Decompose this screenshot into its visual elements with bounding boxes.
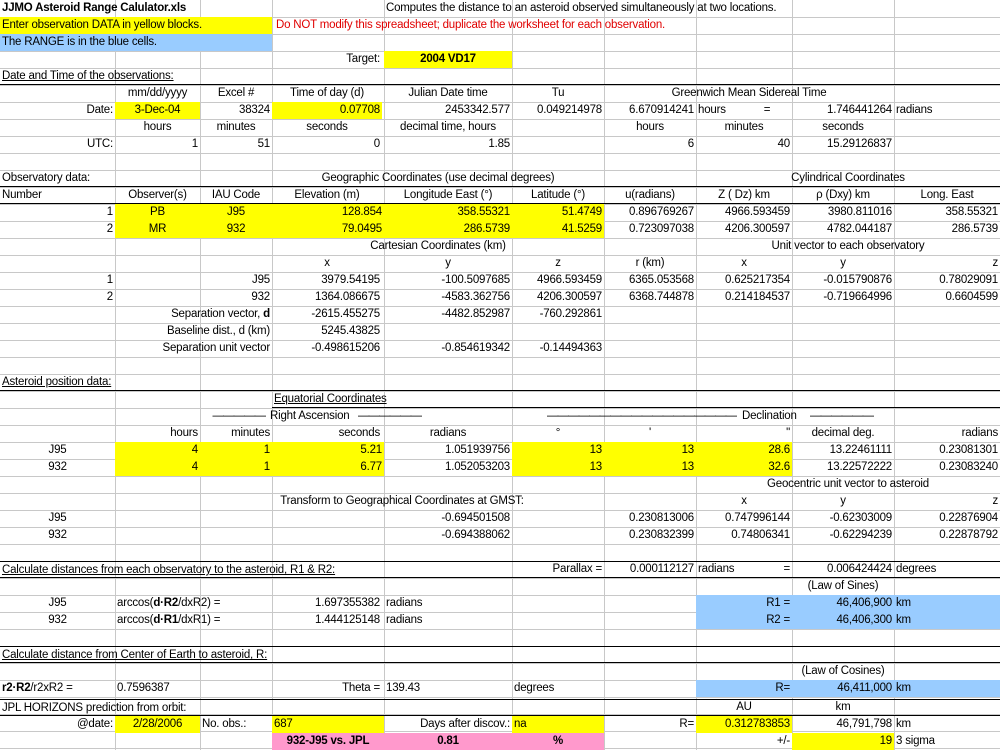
center-expr-post: /r2xR2 = bbox=[30, 682, 73, 694]
unit-y: -0.015790876 bbox=[823, 274, 892, 286]
r1-label: R1 = bbox=[766, 597, 790, 609]
obs-lat-header: Latitude (°) bbox=[531, 189, 585, 201]
unit-z: 0.78029091 bbox=[939, 274, 998, 286]
ra-title: Right Ascension bbox=[270, 410, 350, 422]
grid-row-line bbox=[0, 544, 1000, 545]
cart-z-header: z bbox=[555, 257, 561, 269]
range-note: The RANGE is in the blue cells. bbox=[0, 34, 272, 51]
geo-x-header: x bbox=[741, 495, 747, 507]
ast-code: J95 bbox=[48, 444, 67, 456]
grid-row-line bbox=[0, 357, 1000, 358]
unit-x: 0.214184537 bbox=[725, 291, 790, 303]
dist-code: J95 bbox=[48, 597, 67, 609]
cart-y-header: y bbox=[445, 257, 451, 269]
observatory-section-title: Observatory data: bbox=[0, 170, 1000, 187]
distances-section-title: Calculate distances from each observatory to the asteroid, R1 & R2: bbox=[0, 561, 1000, 578]
enter-instruction: Enter observation DATA in yellow blocks. bbox=[0, 17, 272, 34]
utc-label: UTC: bbox=[86, 138, 113, 150]
cart-r: 6368.744878 bbox=[629, 291, 694, 303]
dec-deg-input[interactable]: 13 bbox=[512, 459, 604, 476]
law-of-sines: (Law of Sines) bbox=[807, 580, 879, 592]
jpl-r-label: R= bbox=[679, 718, 694, 730]
sep-unit-z: -0.14494363 bbox=[539, 342, 602, 354]
dist-expr-pre: arccos( bbox=[117, 614, 154, 626]
dec-arcmin-input[interactable]: 13 bbox=[604, 459, 696, 476]
obs-lat-input[interactable]: 51.4749 bbox=[512, 204, 604, 221]
theta-unit: degrees bbox=[514, 682, 555, 694]
dist-expr-vector: d·R1 bbox=[153, 614, 179, 626]
date-label: Date: bbox=[86, 104, 113, 116]
parallax-unit: radians bbox=[698, 563, 735, 575]
dec-title: Declination bbox=[742, 410, 797, 422]
grid-row-line bbox=[0, 697, 1000, 698]
hours-header: hours bbox=[143, 121, 172, 133]
ast-seconds-header: seconds bbox=[338, 427, 380, 439]
km-header: km bbox=[835, 701, 851, 713]
sep-x: -2615.455275 bbox=[311, 308, 380, 320]
r-unit: km bbox=[896, 682, 911, 694]
geo-y: -0.62294239 bbox=[829, 529, 892, 541]
obs-number: 2 bbox=[106, 223, 113, 235]
gmst-minutes-header: minutes bbox=[724, 121, 764, 133]
transform-a: 0.230832399 bbox=[629, 529, 694, 541]
geo-y: -0.62303009 bbox=[829, 512, 892, 524]
ra-hours-input[interactable]: 4 bbox=[115, 442, 200, 459]
obs-lon-input[interactable]: 286.5739 bbox=[384, 221, 512, 238]
gmst-m: 40 bbox=[777, 138, 790, 150]
minutes-header: minutes bbox=[216, 121, 256, 133]
ast-minutes-header: minutes bbox=[231, 427, 270, 439]
time-of-day-input[interactable]: 0.07708 bbox=[272, 102, 382, 119]
separation-vector-label-text: Separation vector, bbox=[171, 308, 264, 320]
parallax-eq: = bbox=[783, 563, 790, 575]
transform-a: 0.230813006 bbox=[629, 512, 694, 524]
file-title: JJMO Asteroid Range Calulator.xls bbox=[2, 2, 187, 14]
obs-rho-header: ρ (Dxy) km bbox=[816, 189, 870, 201]
ra-minutes-input[interactable]: 1 bbox=[200, 459, 272, 476]
transform-title: Transform to Geographical Coordinates at GMST: bbox=[280, 495, 524, 507]
cart-x: 3979.54195 bbox=[321, 274, 380, 286]
gmst-s: 15.29126837 bbox=[827, 138, 892, 150]
separation-vector-label bbox=[115, 306, 272, 323]
dec-arcmin-input[interactable]: 13 bbox=[604, 442, 696, 459]
target-label: Target: bbox=[346, 53, 380, 65]
gmst-seconds-header: seconds bbox=[822, 121, 864, 133]
jpl-section-title: JPL HORIZONS prediction from orbit: bbox=[0, 699, 1000, 716]
transform-code: 932 bbox=[48, 529, 67, 541]
r2-unit: km bbox=[896, 614, 911, 626]
obs-u-header: u(radians) bbox=[625, 189, 675, 201]
obs-observer-input[interactable]: MR bbox=[115, 221, 200, 238]
sep-y: -4482.852987 bbox=[441, 308, 510, 320]
gmst-h: 6 bbox=[687, 138, 694, 150]
grid-row-line bbox=[0, 153, 1000, 154]
dist-expr-pre: arccos( bbox=[117, 597, 154, 609]
ast-deg-header: ° bbox=[555, 427, 561, 439]
r2-value: 46,406,300 bbox=[836, 614, 892, 626]
date-input[interactable]: 3-Dec-04 bbox=[115, 102, 200, 119]
col-tod-header: Time of day (d) bbox=[290, 87, 364, 99]
cart-number: 1 bbox=[106, 274, 113, 286]
jpl-nobs-label: No. obs.: bbox=[202, 718, 247, 730]
unit-z: 0.6604599 bbox=[945, 291, 998, 303]
dist-code: 932 bbox=[48, 614, 67, 626]
ra-radians: 1.052053203 bbox=[445, 461, 510, 473]
law-of-cosines: (Law of Cosines) bbox=[801, 665, 885, 677]
dec-dash-right: —————— bbox=[810, 410, 873, 422]
cyl-coords-title: Cylindrical Coordinates bbox=[791, 172, 905, 184]
r2-label: R2 = bbox=[766, 614, 790, 626]
au-header: AU bbox=[736, 701, 752, 713]
utc-minutes: 51 bbox=[257, 138, 270, 150]
dec-radians: 0.23083240 bbox=[939, 461, 998, 473]
dec-arcsec-input[interactable]: 32.6 bbox=[696, 459, 792, 476]
jpl-nobs-input[interactable]: 687 bbox=[272, 716, 384, 733]
cart-iau: J95 bbox=[252, 274, 270, 286]
ast-code: 932 bbox=[48, 461, 67, 473]
ra-dash-right: —————— bbox=[358, 410, 421, 422]
unit-x: 0.625217354 bbox=[725, 274, 790, 286]
dist-expr-post: /dxR1) = bbox=[178, 614, 221, 626]
cart-coords-title: Cartesian Coordinates (km) bbox=[370, 240, 506, 252]
parallax-deg-unit: degrees bbox=[896, 563, 937, 575]
ra-radians: 1.051939756 bbox=[445, 444, 510, 456]
col-tu-header: Tu bbox=[551, 87, 565, 99]
ast-decdeg-header: decimal deg. bbox=[811, 427, 875, 439]
center-expr-vector: r2·R2 bbox=[2, 682, 31, 694]
theta-value: 139.43 bbox=[386, 682, 420, 694]
separation-vector-symbol: d bbox=[263, 308, 270, 320]
obs-iau-header: IAU Code bbox=[211, 189, 261, 201]
baseline-label: Baseline dist., d (km) bbox=[167, 325, 270, 337]
dist-angle: 1.444125148 bbox=[315, 614, 380, 626]
gmst-radians: 1.746441264 bbox=[827, 104, 892, 116]
geo-z: 0.22876904 bbox=[939, 512, 998, 524]
obs-elev-input[interactable]: 128.854 bbox=[272, 204, 384, 221]
obs-longe: 358.55321 bbox=[945, 206, 998, 218]
transform-value: -0.694388062 bbox=[441, 529, 510, 541]
geo-z: 0.22878792 bbox=[939, 529, 998, 541]
comparison-unit: % bbox=[512, 733, 604, 750]
gmst-hours: 6.670914241 bbox=[629, 104, 694, 116]
decimal-time-header: decimal time, hours bbox=[400, 121, 496, 133]
jpl-date-input[interactable]: 2/28/2006 bbox=[115, 716, 200, 733]
jpl-date-label: @date: bbox=[76, 718, 113, 730]
gmst-eq: = bbox=[763, 104, 771, 116]
geo-y-header: y bbox=[840, 495, 846, 507]
ast-arcmin-header: ' bbox=[649, 427, 651, 439]
dec-arcsec-input[interactable]: 28.6 bbox=[696, 442, 792, 459]
col-excel-header: Excel # bbox=[217, 87, 255, 99]
sep-unit-y: -0.854619342 bbox=[441, 342, 510, 354]
obs-rho: 4782.044187 bbox=[827, 223, 892, 235]
geo-z-header: z bbox=[992, 495, 998, 507]
grid-row-line bbox=[0, 629, 1000, 630]
dec-decdeg: 13.22461111 bbox=[829, 444, 892, 456]
ra-dash-left: ————— bbox=[212, 410, 265, 422]
description: Computes the distance to an asteroid observed simultaneously at two locations. bbox=[386, 2, 777, 14]
cart-z: 4966.593459 bbox=[537, 274, 602, 286]
cart-r-header: r (km) bbox=[635, 257, 665, 269]
dist-expr-vector: d·R2 bbox=[153, 597, 179, 609]
obs-z-header: Z ( Dz) km bbox=[718, 189, 770, 201]
obs-longe-header: Long. East bbox=[920, 189, 974, 201]
ra-seconds-input[interactable]: 5.21 bbox=[272, 442, 384, 459]
cart-number: 2 bbox=[106, 291, 113, 303]
obs-z: 4206.300597 bbox=[725, 223, 790, 235]
warning-text: Do NOT modify this spreadsheet; duplicate the worksheet for each observation. bbox=[276, 19, 666, 31]
theta-label: Theta = bbox=[342, 682, 380, 694]
jpl-days-label: Days after discov.: bbox=[420, 718, 510, 730]
center-expr bbox=[0, 680, 115, 697]
obs-iau-input[interactable]: J95 bbox=[200, 204, 272, 221]
utc-hours: 1 bbox=[191, 138, 198, 150]
dist-expr bbox=[115, 612, 272, 629]
pm-unit: 3 sigma bbox=[896, 735, 935, 747]
unit-z-header: z bbox=[992, 257, 998, 269]
dec-deg-input[interactable]: 13 bbox=[512, 442, 604, 459]
center-expr-value: 0.7596387 bbox=[117, 682, 170, 694]
unit-y: -0.719664996 bbox=[823, 291, 892, 303]
cart-y: -4583.362756 bbox=[441, 291, 510, 303]
transform-value: -0.694501508 bbox=[441, 512, 510, 524]
geo-x: 0.74806341 bbox=[731, 529, 790, 541]
utc-decimal: 1.85 bbox=[488, 138, 510, 150]
obs-number-header: Number bbox=[0, 187, 1000, 204]
obs-u: 0.723097038 bbox=[629, 223, 694, 235]
ast-hours-header: hours bbox=[170, 427, 198, 439]
r1-unit: km bbox=[896, 597, 911, 609]
r-label: R= bbox=[775, 682, 790, 694]
obs-observer-input[interactable]: PB bbox=[115, 204, 200, 221]
obs-observer-header: Observer(s) bbox=[128, 189, 187, 201]
cart-z: 4206.300597 bbox=[537, 291, 602, 303]
jpl-r-au-input[interactable]: 0.312783853 bbox=[696, 716, 792, 733]
datetime-section-title: Date and Time of the observations: bbox=[0, 68, 1000, 85]
ra-seconds-input[interactable]: 6.77 bbox=[272, 459, 384, 476]
obs-elev-header: Elevation (m) bbox=[294, 189, 360, 201]
asteroid-section-title: Asteroid position data: bbox=[0, 374, 1000, 391]
cart-x-header: x bbox=[324, 257, 330, 269]
gmst-hours-label: hours bbox=[698, 104, 726, 116]
r-value: 46,411,000 bbox=[837, 682, 892, 694]
gmst-hours-header: hours bbox=[636, 121, 664, 133]
obs-elev-input[interactable]: 79.0495 bbox=[272, 221, 384, 238]
center-section-title: Calculate distance from Center of Earth to asteroid, R: bbox=[0, 646, 1000, 663]
jpl-r-km: 46,791,798 bbox=[836, 718, 892, 730]
obs-longe: 286.5739 bbox=[951, 223, 998, 235]
julian-date: 2453342.577 bbox=[445, 104, 510, 116]
obs-u: 0.896769267 bbox=[629, 206, 694, 218]
transform-code: J95 bbox=[48, 512, 67, 524]
pm-label: +/- bbox=[776, 735, 790, 747]
obs-lon-input[interactable]: 358.55321 bbox=[384, 204, 512, 221]
jpl-days-input[interactable]: na bbox=[512, 716, 604, 733]
dec-decdeg: 13.22572222 bbox=[827, 461, 892, 473]
obs-rho: 3980.811016 bbox=[827, 206, 892, 218]
excel-number: 38324 bbox=[239, 104, 270, 116]
utc-seconds: 0 bbox=[373, 138, 380, 150]
dec-radians: 0.23081301 bbox=[939, 444, 998, 456]
col-date-header: mm/dd/yyyy bbox=[127, 87, 188, 99]
obs-number: 1 bbox=[106, 206, 113, 218]
ast-radians-header: radians bbox=[429, 427, 467, 439]
r1-value: 46,406,900 bbox=[836, 597, 892, 609]
cart-iau: 932 bbox=[251, 291, 270, 303]
geocentric-unit-title: Geocentric unit vector to asteroid bbox=[767, 478, 929, 490]
parallax-value: 0.000112127 bbox=[629, 563, 694, 575]
pm-input[interactable]: 19 bbox=[792, 733, 894, 750]
comparison-label: 932-J95 vs. JPL bbox=[272, 733, 384, 750]
comparison-value: 0.81 bbox=[384, 733, 512, 750]
unit-vector-title: Unit vector to each observatory bbox=[771, 240, 925, 252]
unit-x-header: x bbox=[741, 257, 747, 269]
geo-coords-title: Geographic Coordinates (use decimal degrees) bbox=[321, 172, 555, 184]
equatorial-title: Equatorial Coordinates bbox=[272, 391, 1000, 408]
sep-unit-label: Separation unit vector bbox=[162, 342, 270, 354]
dist-expr-post: /dxR2) = bbox=[178, 597, 221, 609]
ast-radians2-header: radians bbox=[961, 427, 998, 439]
sep-z: -760.292861 bbox=[539, 308, 602, 320]
obs-lon-header: Longitude East (°) bbox=[403, 189, 493, 201]
dist-angle-unit: radians bbox=[386, 614, 423, 626]
parallax-deg: 0.006424424 bbox=[827, 563, 892, 575]
target-value[interactable]: 2004 VD17 bbox=[384, 51, 512, 68]
ra-minutes-input[interactable]: 1 bbox=[200, 442, 272, 459]
sep-unit-x: -0.498615206 bbox=[311, 342, 380, 354]
unit-y-header: y bbox=[840, 257, 846, 269]
gmst-radians-label: radians bbox=[896, 104, 933, 116]
dec-dash-left: —————————————————— bbox=[547, 410, 736, 422]
dist-angle: 1.697355382 bbox=[315, 597, 380, 609]
ra-hours-input[interactable]: 4 bbox=[115, 459, 200, 476]
obs-z: 4966.593459 bbox=[725, 206, 790, 218]
seconds-header: seconds bbox=[306, 121, 348, 133]
ast-arcsec-header: " bbox=[786, 427, 790, 439]
geo-x: 0.747996144 bbox=[725, 512, 790, 524]
cart-y: -100.5097685 bbox=[441, 274, 510, 286]
col-gmst-header: Greenwich Mean Sidereal Time bbox=[671, 87, 827, 99]
dist-angle-unit: radians bbox=[386, 597, 423, 609]
obs-iau-input[interactable]: 932 bbox=[200, 221, 272, 238]
parallax-label: Parallax = bbox=[552, 563, 602, 575]
jpl-r-unit: km bbox=[896, 718, 911, 730]
obs-lat-input[interactable]: 41.5259 bbox=[512, 221, 604, 238]
cart-x: 1364.086675 bbox=[315, 291, 380, 303]
tu-value: 0.049214978 bbox=[537, 104, 602, 116]
dist-expr bbox=[115, 595, 272, 612]
col-jd-header: Julian Date time bbox=[408, 87, 488, 99]
cart-r: 6365.053568 bbox=[629, 274, 694, 286]
baseline-value: 5245.43825 bbox=[321, 325, 380, 337]
